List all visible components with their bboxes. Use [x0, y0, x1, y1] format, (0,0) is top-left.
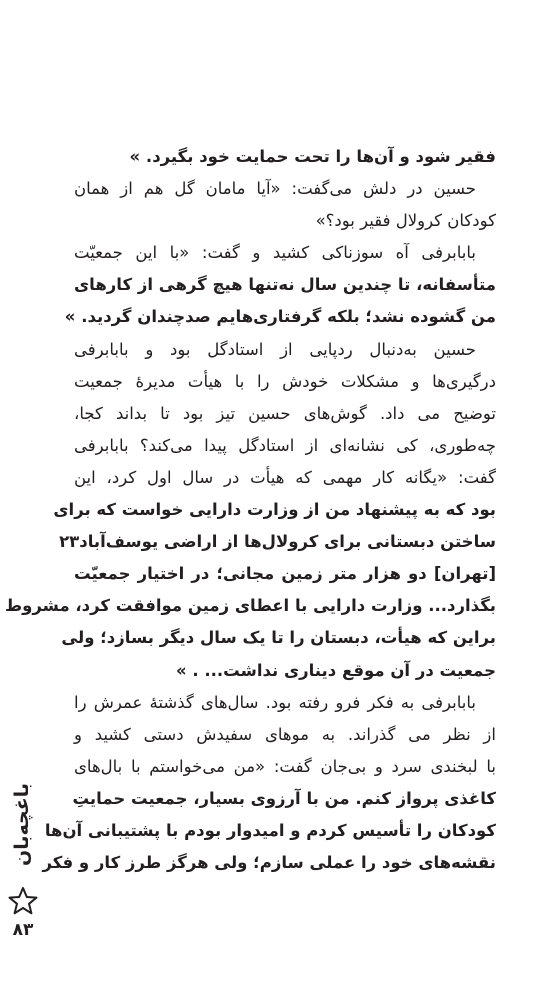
book-title: باغچه‌بان: [11, 783, 33, 867]
text-line-4: بابابرفی آه سوزناکی کشید و گفت: «با این جمعیّت: [74, 243, 476, 263]
text-line-1: فقیر شود و آن‌ها را تحت حمایت خود بگیرد. »: [129, 147, 496, 166]
text-line-21: کاغذی پرواز کنم. من با آرزوی بسیار، جمعیت حمایتِ: [72, 788, 496, 808]
text-line-23: نقشه‌های خود را عملی سازم؛ ولی هرگز طرز کار و فکر: [42, 853, 496, 873]
text-line-10: چه‌طوری، کی نشانه‌ای از استادگل پیدا می‌کند؟ بابابرفی: [74, 435, 496, 455]
text-line-16: براین که هیأت، دبستان را تا یک سال دیگر بسازد؛ ولی: [61, 628, 496, 648]
text-line-12: بود که به پیشنهاد من از وزارت دارایی خواست که برای: [53, 500, 496, 520]
text-line-5: متأسفانه، تا چندین سال نه‌تنها هیچ گرهی از کارهای: [74, 275, 496, 295]
text-line-15: بگذارد... وزارت دارایی با اعطای زمین موافقت کرد، مشروط: [5, 596, 496, 616]
text-line-18: بابابرفی به فکر فرو رفته بود. سال‌های گذشتهٔ عمرش را: [74, 692, 476, 712]
text-line-3: کودکان کرولال فقیر بود؟»: [315, 211, 496, 231]
text-line-17: جمعیت در آن موقع دیناری نداشت... . »: [175, 660, 496, 680]
star-outline-icon: [8, 886, 38, 916]
text-line-13: ساختن دبستانی برای کرولال‌ها از اراضی یوسف‌آباد۲۳: [59, 532, 496, 552]
text-line-9: توضیح می داد. گوش‌های حسین تیز بود تا بداند کجا،: [74, 403, 496, 423]
text-line-14: [تهران] دو هزار متر زمین مجانی؛ در اختیار جمعیّت: [74, 564, 496, 584]
text-line-2: حسین در دلش می‌گفت: «آیا مامان گل هم از همان: [74, 179, 476, 199]
text-line-7: حسین به‌دنبال ردپایی از استادگل بود و بابابرفی: [74, 339, 476, 359]
page-number: ۸۳: [12, 920, 34, 940]
text-line-11: گفت: «یگانه کار مهمی که هیأت در سال اول کرد، این: [74, 467, 496, 487]
text-line-22: کودکان را تأسیس کردم و امیدوار بودم با پشتیبانی آن‌ها: [44, 820, 496, 840]
text-line-20: با لبخندی سرد و بی‌جان گفت: «من می‌خواستم با بال‌های: [74, 756, 496, 776]
page-sidebar: [0, 770, 50, 970]
text-line-19: از نظر می گذراند. به موهای سفیدش دستی کشید و: [74, 724, 496, 744]
text-line-8: درگیری‌ها و مشکلات خودش را با هیأت مدیرهٔ جمعیت: [74, 371, 496, 391]
text-line-6: من گشوده نشد؛ بلکه گرفتاری‌هایم صدچندان گردید. »: [64, 307, 496, 327]
